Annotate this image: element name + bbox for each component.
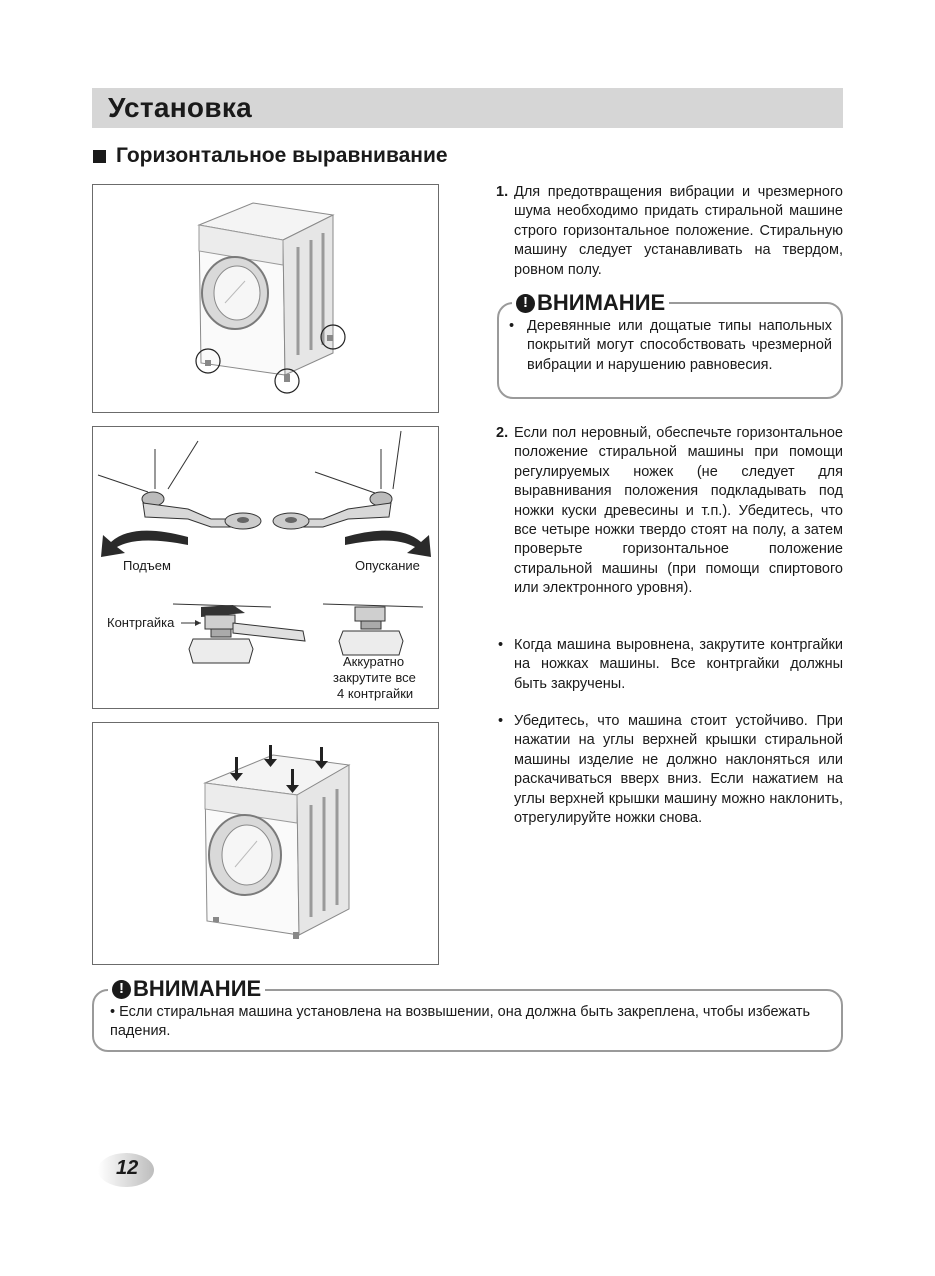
page-number: 12 — [116, 1157, 139, 1179]
caution-1-title-text: ВНИМАНИЕ — [537, 290, 666, 315]
label-note-line3: 4 контргайки — [337, 686, 414, 701]
figure-washer-feet — [92, 184, 439, 413]
label-note-line1: Аккуратно — [343, 654, 405, 669]
label-lower: Опускание — [355, 558, 420, 573]
washer-illustration — [93, 185, 438, 412]
bullet-dot: • — [498, 637, 504, 653]
step-1-number: 1. — [496, 184, 509, 200]
warning-icon: ! — [516, 294, 535, 313]
caution-1-text: Деревянные или дощатые типы напольных покрытий могут способствовать чрезмерной вибрации и нарушению равновесия. — [527, 318, 832, 373]
label-raise: Подъем — [123, 558, 171, 573]
step-1-text: Для предотвращения вибрации и чрезмерного шума необходимо придать стиральной машине строго горизонтальное положение. Стиральную машину следует устанавливать на твердом, ровном полу. — [514, 184, 843, 278]
label-note-line2: закрутите все — [333, 670, 416, 685]
step-2 — [496, 424, 843, 599]
page-title: Установка — [108, 92, 253, 123]
caution-2-text: • Если стиральная машина установлена на возвышении, она должна быть закреплена, чтобы избежать падения. — [110, 1004, 811, 1040]
step-2-number: 2. — [496, 425, 509, 441]
bullet-item-stability — [498, 712, 843, 828]
section-bullet-icon — [93, 150, 106, 163]
section-title: Горизонтальное выравнивание — [116, 144, 448, 167]
figure-stability-check — [92, 722, 439, 965]
step-1 — [496, 183, 843, 280]
bullet-item-locknuts — [498, 636, 843, 694]
caution-box-1 — [497, 302, 843, 399]
warning-icon: ! — [112, 980, 131, 999]
caution-2-title — [108, 977, 265, 1001]
figure-leg-adjustment — [92, 426, 439, 709]
bullet-dot: • — [498, 713, 504, 729]
caution-1-bullet: • — [509, 318, 515, 334]
caution-1-title — [512, 291, 669, 315]
caution-2-title-text: ВНИМАНИЕ — [133, 976, 262, 1001]
stability-illustration — [93, 723, 438, 964]
bullet-text: Убедитесь, что машина стоит устойчиво. При нажатии на углы верхней крышки стиральной машины изделие не должно наклоняться или раскачиваться вверх вниз. Если нажатием на углы верхней крышки машину можно наклонить, отрегулируйте ножки снова. — [514, 713, 843, 827]
step-2-text: Если пол неровный, обеспечьте горизонтальное положение стиральной машины при помощи регулируемых ножек (не следует для выравнивания положения подкладывать под ножки куски древесины и т.п.). Убедитесь, что все четыре ножки твердо стоят на полу, а затем проверьте горизонтальное положение стиральной машины (при помощи спиртового или электронного уровня). — [514, 425, 843, 597]
label-locknut: Контргайка — [107, 615, 175, 630]
bullet-text: Когда машина выровнена, закрутите контргайки на ножках машины. Все контргайки должны быть закручены. — [514, 637, 843, 692]
